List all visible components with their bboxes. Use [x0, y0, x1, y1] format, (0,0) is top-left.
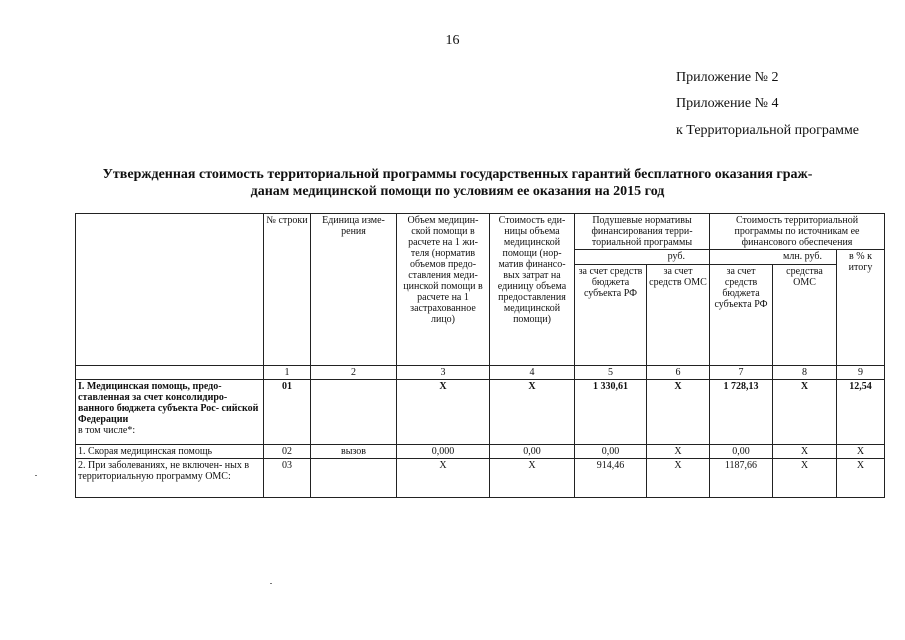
- annex-line-3: к Территориальной программе: [676, 123, 860, 138]
- col-number: 8: [773, 366, 837, 380]
- row-volume: X: [397, 459, 490, 498]
- annex-line-2: Приложение № 4: [676, 96, 779, 111]
- row-cost: X: [490, 459, 575, 498]
- row-mln-oms: X: [773, 445, 837, 459]
- row-name: 2. При заболеваниях, не включен- ных в территориальную программу ОМС:: [76, 459, 264, 498]
- col-number: 9: [837, 366, 885, 380]
- header-program-cost: Стоимость территориальной программы по источникам ее финансового обеспечения: [710, 214, 885, 250]
- header-unit: Единица изме- рения: [311, 214, 397, 366]
- page-number: 16: [445, 33, 460, 48]
- row-name: [76, 380, 264, 445]
- row-mln-oms: X: [773, 380, 837, 445]
- col-number: 7: [710, 366, 773, 380]
- col-number: 2: [311, 366, 397, 380]
- row-unit: [311, 459, 397, 498]
- scan-speck: [35, 475, 37, 476]
- row-name-text: I. Медицинская помощь, предо- ставленная за счет консолидиро- ванного бюджета субъекта Рос- сийской Федерации: [78, 381, 259, 425]
- row-name: 1. Скорая медицинская помощь: [76, 445, 264, 459]
- header-percent-total: в % к итогу: [837, 250, 885, 366]
- header-rub: руб.: [575, 250, 710, 265]
- header-oms-means: средства ОМС: [773, 265, 837, 366]
- header-row-1: [76, 214, 885, 250]
- cost-table: [75, 213, 885, 498]
- row-pc-budget: 1 330,61: [575, 380, 647, 445]
- title-line-2: данам медицинской помощи по условиям ее оказания на 2015 год: [250, 184, 665, 199]
- row-unit: [311, 380, 397, 445]
- scan-speck: [270, 583, 272, 584]
- row-code: 03: [264, 459, 311, 498]
- row-pct: 12,54: [837, 380, 885, 445]
- row-sub-label: в том числе*:: [78, 425, 136, 436]
- col-number: 4: [490, 366, 575, 380]
- header-cost-unit: Стоимость еди- ницы объема медицинской помощи (нор- матив финансо- вых затрат на единицу объема предоставления медицинской помощи): [490, 214, 575, 366]
- row-code: 01: [264, 380, 311, 445]
- header-per-capita: Подушевые нормативы финансирования терри- ториальной программы: [575, 214, 710, 250]
- title-line-1: Утвержденная стоимость территориальной программы государственных гарантий бесплатного оказания граж-: [102, 167, 813, 182]
- row-pct: X: [837, 459, 885, 498]
- col-number-blank: [76, 366, 264, 380]
- row-pct: X: [837, 445, 885, 459]
- row-pc-budget: 914,46: [575, 459, 647, 498]
- annex-line-1: Приложение № 2: [676, 70, 779, 85]
- table-row: [76, 445, 885, 459]
- col-number: 1: [264, 366, 311, 380]
- row-pc-oms: X: [647, 459, 710, 498]
- row-mln-oms: X: [773, 459, 837, 498]
- header-name-blank: [76, 214, 264, 366]
- table-row: [76, 380, 885, 445]
- document-title: [70, 166, 845, 200]
- row-mln-budget: 1187,66: [710, 459, 773, 498]
- row-unit: вызов: [311, 445, 397, 459]
- column-number-row: [76, 366, 885, 380]
- row-code: 02: [264, 445, 311, 459]
- row-pc-oms: X: [647, 445, 710, 459]
- row-volume: X: [397, 380, 490, 445]
- row-mln-budget: 0,00: [710, 445, 773, 459]
- header-oms-funds: за счет средств ОМС: [647, 265, 710, 366]
- col-number: 6: [647, 366, 710, 380]
- row-cost: X: [490, 380, 575, 445]
- row-pc-oms: X: [647, 380, 710, 445]
- row-cost: 0,00: [490, 445, 575, 459]
- header-budget-rf: за счет средств бюджета субъекта РФ: [575, 265, 647, 366]
- row-pc-budget: 0,00: [575, 445, 647, 459]
- row-volume: 0,000: [397, 445, 490, 459]
- row-mln-budget: 1 728,13: [710, 380, 773, 445]
- header-row-no: № строки: [264, 214, 311, 366]
- header-budget-rf-2: за счет средств бюджета субъекта РФ: [710, 265, 773, 366]
- header-mln-rub: млн. руб.: [710, 250, 837, 265]
- col-number: 3: [397, 366, 490, 380]
- col-number: 5: [575, 366, 647, 380]
- header-volume: Объем медицин- ской помощи в расчете на 1 жи- теля (норматив объемов предо- ставления меди- цинской помощи в расчете на 1 застрахованное лицо): [397, 214, 490, 366]
- table-row: [76, 459, 885, 498]
